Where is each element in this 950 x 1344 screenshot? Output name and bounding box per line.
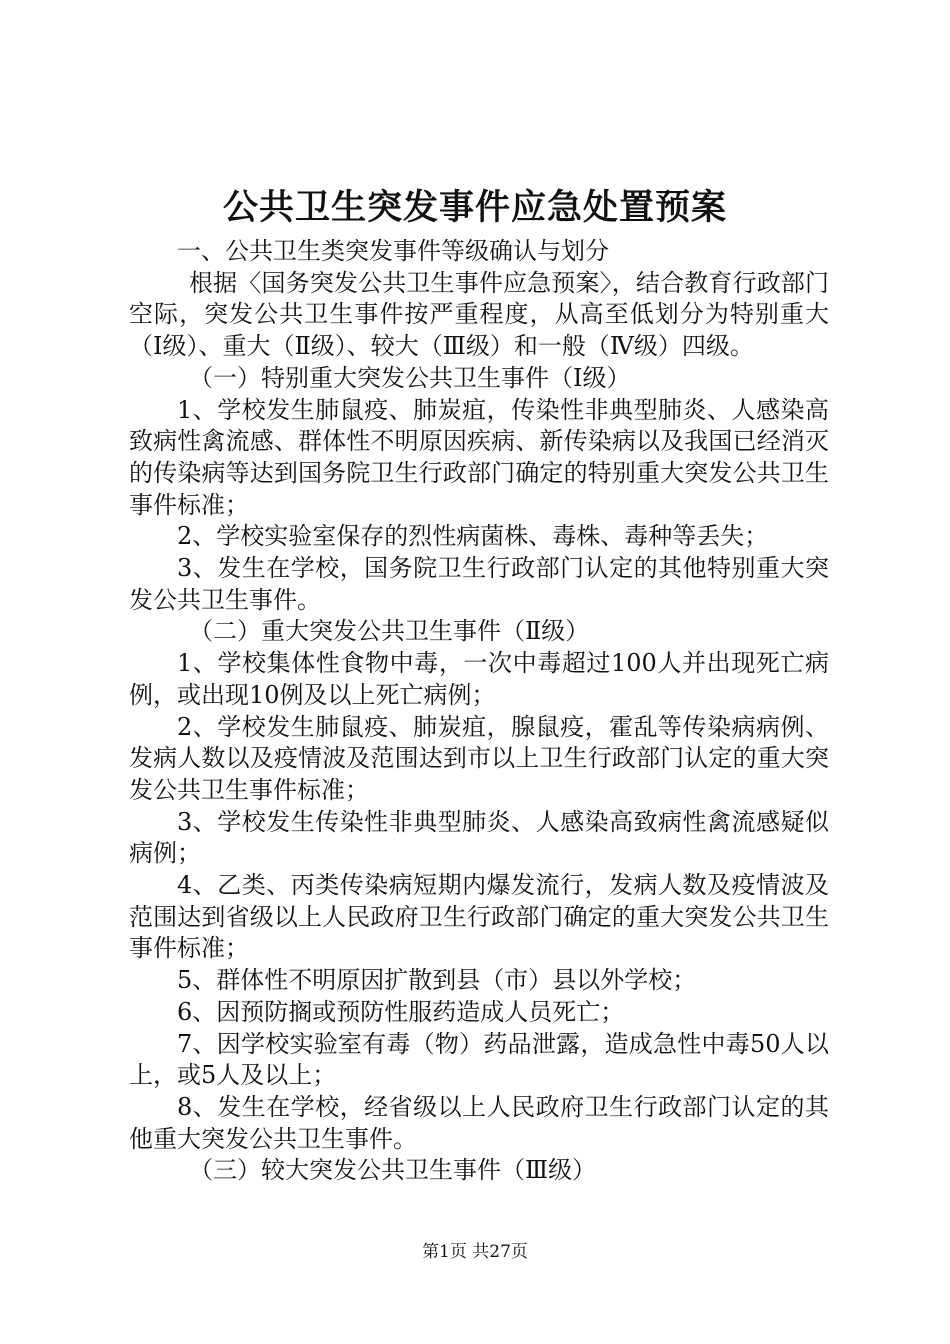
list-item: 7、因学校实验室有毒（物）药品泄露，造成急性中毒50人以上，或5人及以上； (129, 1029, 829, 1090)
list-item: 3、学校发生传染性非典型肺炎、人感染高致病性禽流感疑似病例； (129, 807, 829, 868)
document-body (129, 236, 829, 1187)
subsection-heading: （三）较大突发公共卫生事件（Ⅲ级） (189, 1156, 597, 1185)
list-item: 1、学校集体性食物中毒，一次中毒超过100人并出现死亡病例，或出现10例及以上死亡病例； (129, 649, 829, 709)
list-item: 2、学校实验室保存的烈性病菌株、毒株、毒种等丢失； (177, 522, 769, 551)
list-item: 1、学校发生肺鼠疫、肺炭疽，传染性非典型肺炎、人感染高致病性禽流感、群体性不明原因疾病、新传染病以及我国已经消灭的传染病等达到国务院卫生行政部门确定的特别重大突发公共卫生事件标准； (129, 395, 829, 519)
list-item: 8、发生在学校，经省级以上人民政府卫生行政部门认定的其他重大突发公共卫生事件。 (129, 1092, 829, 1153)
page-footer: 第1页 共27页 (422, 1242, 528, 1262)
subsection-heading: （一）特别重大突发公共卫生事件（Ⅰ级） (189, 363, 631, 392)
list-item: 4、乙类、丙类传染病短期内爆发流行，发病人数及疫情波及范围达到省级以上人民政府卫生行政部门确定的重大突发公共卫生事件标准； (129, 871, 829, 963)
list-item: 6、因预防搁或预防性服药造成人员死亡； (177, 997, 625, 1026)
list-item: 5、群体性不明原因扩散到县（市）县以外学校； (177, 966, 697, 995)
document-title: 公共卫生突发事件应急处置预案 (222, 187, 727, 228)
subsection-heading: （二）重大突发公共卫生事件（Ⅱ级） (189, 617, 590, 646)
list-item: 2、学校发生肺鼠疫、肺炭疽，腺鼠疫，霍乱等传染病病例、发病人数以及疫情波及范围达到市以上卫生行政部门认定的重大突发公共卫生事件标准； (129, 712, 829, 804)
paragraph: 根据〈国务突发公共卫生事件应急预案〉，结合教育行政部门空际，突发公共卫生事件按严重程度，从高至低划分为特别重大（Ⅰ级）、重大（Ⅱ级）、较大（Ⅲ级）和一般（Ⅳ级）四级。 (129, 268, 829, 361)
section-heading: 一、公共卫生类突发事件等级确认与划分 (177, 237, 609, 265)
list-item: 3、发生在学校，国务院卫生行政部门认定的其他特别重大突发公共卫生事件。 (129, 554, 829, 614)
